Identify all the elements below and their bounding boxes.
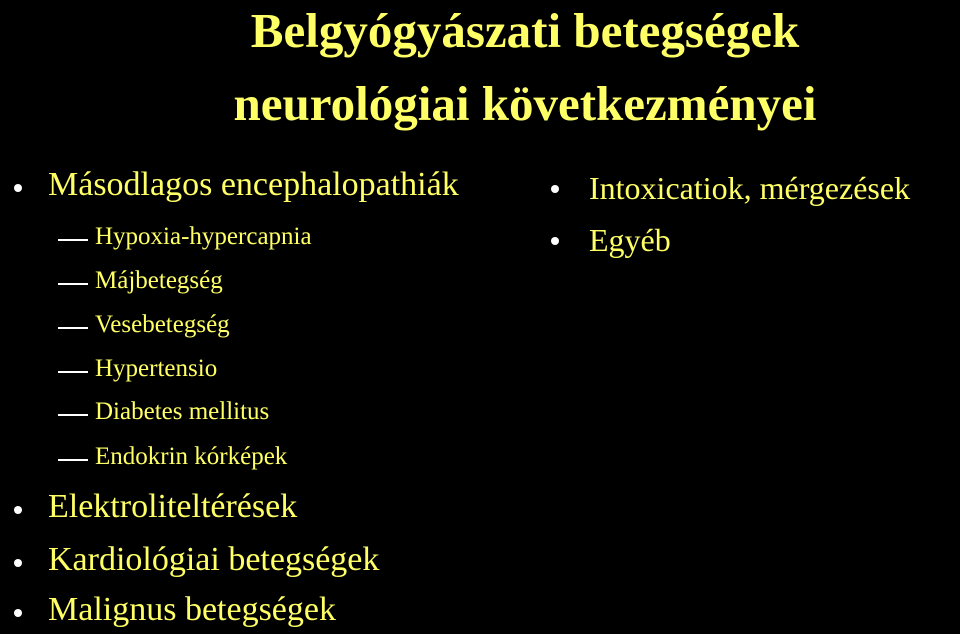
dash-icon [58,239,88,241]
list-item-intoxication: Intoxicatiok, mérgezések [589,170,911,206]
list-item-malignant: Malignus betegségek [48,591,336,628]
list-item-secondary-encephalopathies: Másodlagos encephalopathiák [48,166,459,203]
bullet-icon [551,237,559,245]
sublist-item: Májbetegség [95,267,223,294]
list-item-electrolyte: Elektroliteltérések [48,488,298,525]
dash-icon [58,327,88,329]
bullet-icon [14,184,22,192]
bullet-icon [14,559,22,567]
dash-icon [58,371,88,373]
sublist-item: Vesebetegség [95,311,230,338]
sublist-item: Hypoxia-hypercapnia [95,223,312,250]
bullet-icon [14,609,22,617]
sublist-item: Diabetes mellitus [95,398,270,425]
sublist-item: Hypertensio [95,355,218,382]
dash-icon [58,414,88,416]
list-item-other: Egyéb [589,222,671,258]
sublist-item: Endokrin kórképek [95,443,288,470]
list-item-cardiology: Kardiológiai betegségek [48,541,380,578]
dash-icon [58,283,88,285]
dash-icon [58,459,88,461]
bullet-icon [551,185,559,193]
bullet-icon [14,506,22,514]
slide-title-line-1: Belgyógyászati betegségek [250,3,800,58]
slide-title-line-2: neurológiai következményei [233,76,817,131]
